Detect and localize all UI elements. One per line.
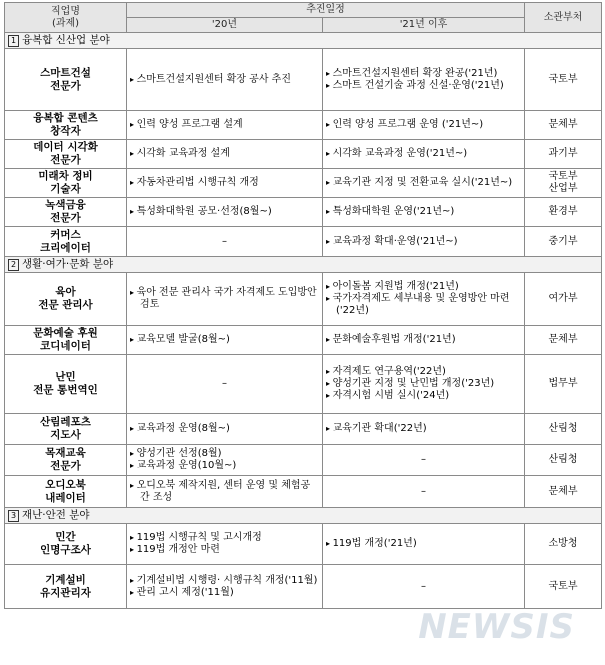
plan-2020-cell <box>127 140 323 169</box>
agency-cell <box>525 111 602 140</box>
header-job <box>5 3 127 33</box>
job-cell <box>5 355 127 414</box>
plan-item: ▸ 교육기관 확대('22년) <box>326 423 521 435</box>
section-number: 1 <box>8 35 19 47</box>
section-number: 2 <box>8 259 19 271</box>
table-row <box>5 111 602 140</box>
header-agency: 소관부처 <box>525 3 602 33</box>
job-name-line: 인명구조사 <box>40 544 91 556</box>
plan-item: ▸ 인력 양성 프로그램 운영 ('21년~) <box>326 119 521 131</box>
agency-cell <box>525 273 602 326</box>
table-row <box>5 476 602 508</box>
plan-2021-cell <box>323 445 525 476</box>
agency-name: 산림청 <box>548 454 578 465</box>
plan-item: ▸ 특성화대학원 운영('21년~) <box>326 206 521 218</box>
agency-name: 여가부 <box>548 293 578 304</box>
job-cell <box>5 565 127 609</box>
job-name-line: 융복합 콘텐츠 <box>33 112 98 124</box>
plan-item: ▸ 시각화 교육과정 운영('21년~) <box>326 148 521 160</box>
job-cell <box>5 476 127 508</box>
section-number: 3 <box>8 510 19 522</box>
job-name-line: 코디네이터 <box>40 340 91 352</box>
job-cell <box>5 111 127 140</box>
agency-name: 문체부 <box>548 485 578 497</box>
section-title-cell <box>5 508 602 524</box>
plan-item: ▸ 육아 전문 관리사 국가 자격제도 도입방안 검토 <box>130 287 319 311</box>
watermark: NEWSIS <box>418 607 575 647</box>
plan-2021-cell <box>323 198 525 227</box>
agency-cell <box>525 355 602 414</box>
header-2021: '21년 이후 <box>323 18 525 33</box>
empty-dash: – <box>421 454 426 465</box>
job-name-line: 전문가 <box>50 154 81 166</box>
plan-2020-cell <box>127 524 323 565</box>
plan-item: ▸ 자동차관리법 시행규칙 개정 <box>130 177 319 189</box>
job-name-line: 전문가 <box>50 460 81 472</box>
agency-name: 국토부 <box>548 171 578 182</box>
agency-name: 국토부 <box>548 580 578 592</box>
table-row <box>5 49 602 111</box>
job-name-line: 육아 <box>55 286 76 298</box>
plan-item: ▸ 119법 개정안 마련 <box>130 544 319 556</box>
job-cell <box>5 524 127 565</box>
plan-2021-cell <box>323 111 525 140</box>
plan-2020-cell <box>127 414 323 445</box>
job-cell <box>5 227 127 257</box>
plan-2020-cell <box>127 227 323 257</box>
plan-2021-cell <box>323 227 525 257</box>
job-cell <box>5 445 127 476</box>
agency-name: 국토부 <box>548 73 578 85</box>
agency-cell <box>525 227 602 257</box>
plan-item: ▸ 국가자격제도 세부내용 및 운영방안 마련('22년) <box>326 293 521 317</box>
plan-2020-cell <box>127 273 323 326</box>
plan-item: ▸ 교육과정 확대·운영('21년~) <box>326 236 521 248</box>
section-title: 생활·여가·문화 분야 <box>22 258 114 270</box>
agency-name: 중기부 <box>548 235 578 247</box>
agency-cell <box>525 476 602 508</box>
header-schedule: 추진일정 <box>127 3 525 18</box>
empty-dash: – <box>222 235 227 247</box>
plan-2021-cell <box>323 414 525 445</box>
plan-item: ▸ 아이돌봄 지원법 개정('21년) <box>326 281 521 293</box>
section-title: 재난·안전 분야 <box>22 509 90 521</box>
job-name-line: 스마트건설 <box>40 66 91 79</box>
table-row <box>5 273 602 326</box>
job-name-line: 데이터 시각화 <box>33 141 98 153</box>
policy-schedule-table <box>4 2 602 609</box>
plan-2021-cell <box>323 326 525 355</box>
job-name-line: 크리에이터 <box>40 241 91 254</box>
plan-2020-cell <box>127 326 323 355</box>
job-name-line: 지도사 <box>50 429 81 441</box>
plan-item: ▸ 교육모델 발굴(8월~) <box>130 334 319 346</box>
plan-item: ▸ 119법 개정('21년) <box>326 538 521 550</box>
agency-name: 문체부 <box>548 119 578 130</box>
plan-item: ▸ 교육기관 지정 및 전환교육 실시('21년~) <box>326 177 521 189</box>
empty-dash: – <box>222 378 227 389</box>
job-name-line: 기계설비 <box>45 573 86 586</box>
agency-cell <box>525 524 602 565</box>
table-row <box>5 227 602 257</box>
agency-name: 환경부 <box>548 206 578 217</box>
job-name-line: 내레이터 <box>45 491 86 504</box>
job-cell <box>5 326 127 355</box>
plan-item: ▸ 시각화 교육과정 설계 <box>130 148 319 160</box>
plan-item: ▸ 스마트건설지원센터 확장 완공('21년) <box>326 68 521 80</box>
plan-item: ▸ 양성기관 선정(8월) <box>130 448 319 460</box>
job-cell <box>5 49 127 111</box>
job-name-line: 문화예술 후원 <box>33 327 98 339</box>
table-row <box>5 524 602 565</box>
plan-item: ▸ 인력 양성 프로그램 설계 <box>130 119 319 131</box>
job-name-line: 오디오북 <box>45 478 86 491</box>
agency-cell <box>525 445 602 476</box>
plan-item: ▸ 스마트 건설기술 과정 신설·운영('21년) <box>326 80 521 92</box>
agency-name: 산업부 <box>548 183 578 194</box>
section-row <box>5 33 602 49</box>
job-name-line: 난민 <box>55 371 76 383</box>
table-row <box>5 198 602 227</box>
agency-name: 산림청 <box>548 423 578 434</box>
job-name-line: 창작자 <box>50 125 81 137</box>
section-title-cell <box>5 33 602 49</box>
job-cell <box>5 273 127 326</box>
job-name-line: 산림레포츠 <box>40 416 91 428</box>
job-name-line: 전문가 <box>50 79 81 92</box>
agency-cell <box>525 565 602 609</box>
plan-2020-cell <box>127 198 323 227</box>
job-cell <box>5 198 127 227</box>
plan-2020-cell <box>127 49 323 111</box>
agency-cell <box>525 198 602 227</box>
plan-2021-cell <box>323 140 525 169</box>
agency-name: 소방청 <box>548 538 578 549</box>
job-cell <box>5 414 127 445</box>
plan-item: ▸ 교육과정 운영(10월~) <box>130 460 319 472</box>
table-row <box>5 140 602 169</box>
agency-cell <box>525 414 602 445</box>
section-title-cell <box>5 257 602 273</box>
plan-2020-cell <box>127 111 323 140</box>
job-name-line: 목재교육 <box>45 447 86 459</box>
agency-cell <box>525 169 602 198</box>
plan-item: ▸ 오디오북 제작지원, 센터 운영 및 체험공간 조성 <box>130 480 319 504</box>
header-2020: '20년 <box>127 18 323 33</box>
job-name-line: 녹색금융 <box>45 199 86 211</box>
job-cell <box>5 140 127 169</box>
section-row <box>5 508 602 524</box>
table-row <box>5 445 602 476</box>
plan-2021-cell <box>323 169 525 198</box>
plan-2021-cell <box>323 273 525 326</box>
plan-2020-cell <box>127 445 323 476</box>
job-name-line: 전문 관리사 <box>38 299 93 311</box>
plan-item: ▸ 기계설비법 시행령· 시행규칙 개정('11월) <box>130 575 319 587</box>
table-row <box>5 355 602 414</box>
table-row <box>5 169 602 198</box>
header-job-sub: (과제) <box>51 17 80 29</box>
empty-dash: – <box>421 580 426 592</box>
agency-cell <box>525 326 602 355</box>
agency-name: 법무부 <box>548 378 578 389</box>
header-job-label: 직업명 <box>51 5 80 17</box>
plan-item: ▸ 양성기관 지정 및 난민법 개정('23년) <box>326 378 521 390</box>
plan-item: ▸ 자격시험 시범 실시('24년) <box>326 390 521 402</box>
plan-2020-cell <box>127 476 323 508</box>
plan-2021-cell <box>323 49 525 111</box>
section-row <box>5 257 602 273</box>
plan-item: ▸ 교육과정 운영(8월~) <box>130 423 319 435</box>
plan-2021-cell <box>323 565 525 609</box>
plan-2020-cell <box>127 169 323 198</box>
section-title: 융복합 신산업 분야 <box>22 34 110 46</box>
plan-2020-cell <box>127 565 323 609</box>
agency-cell <box>525 49 602 111</box>
agency-cell <box>525 140 602 169</box>
job-name-line: 미래차 정비 <box>38 170 93 182</box>
job-cell <box>5 169 127 198</box>
table-row <box>5 414 602 445</box>
agency-name: 과기부 <box>548 148 578 159</box>
job-name-line: 기술자 <box>50 183 81 195</box>
job-name-line: 커머스 <box>50 228 81 241</box>
plan-item: ▸ 스마트건설지원센터 확장 공사 추진 <box>130 74 319 86</box>
plan-item: ▸ 특성화대학원 공모·선정(8월~) <box>130 206 319 218</box>
job-name-line: 민간 <box>55 531 76 543</box>
plan-item: ▸ 자격제도 연구용역('22년) <box>326 366 521 378</box>
plan-2021-cell <box>323 524 525 565</box>
job-name-line: 전문가 <box>50 212 81 224</box>
plan-2020-cell <box>127 355 323 414</box>
empty-dash: – <box>421 485 426 497</box>
table-row <box>5 565 602 609</box>
plan-item: ▸ 문화예술후원법 개정('21년) <box>326 334 521 346</box>
table-row <box>5 326 602 355</box>
plan-item: ▸ 관리 고시 제정('11월) <box>130 587 319 599</box>
agency-name: 문체부 <box>548 334 578 345</box>
job-name-line: 전문 통번역인 <box>33 384 98 396</box>
job-name-line: 유지관리자 <box>40 586 91 599</box>
plan-2021-cell <box>323 476 525 508</box>
plan-2021-cell <box>323 355 525 414</box>
plan-item: ▸ 119법 시행규칙 및 고시개정 <box>130 532 319 544</box>
